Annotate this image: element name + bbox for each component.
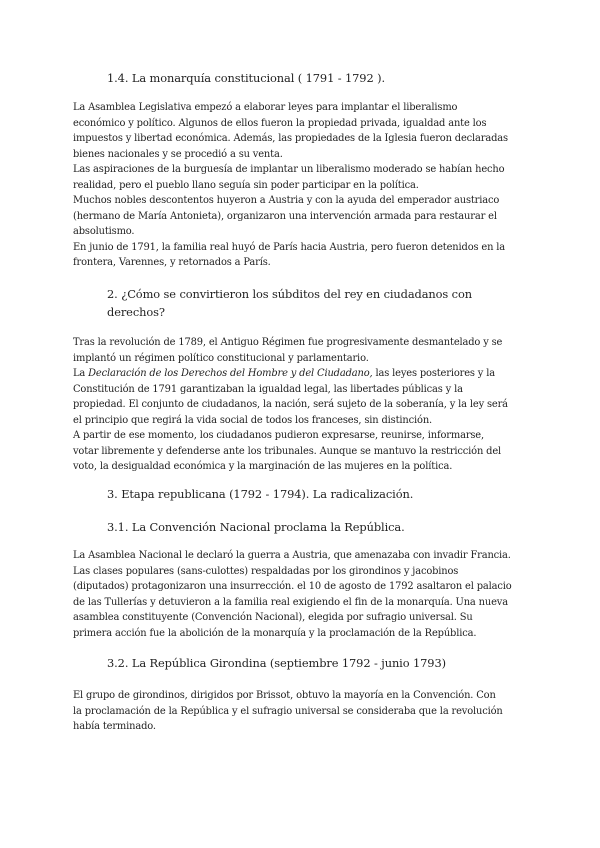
text-line: implantó un régimen político constitucional y parlamentario. [73,352,369,364]
text-line: primera acción fue la abolición de la monarquía y la proclamación de la República. [73,627,477,639]
paragraph-2 [73,335,535,475]
text-line: La Asamblea Legislativa empezó a elaborar leyes para implantar el liberalismo [73,102,458,113]
paragraph-1-4 [73,100,535,271]
section-heading-3: 3. Etapa republicana (1792 - 1794). La radicalización. [107,487,414,501]
heading-line: 2. ¿Cómo se convirtieron los súbditos del rey en ciudadanos con [107,287,472,301]
text-line: (hermano de María Antonieta), organizaron una intervención armada para restaurar el [73,210,497,222]
text-line: la proclamación de la República y el sufragio universal se consideraba que la revolución [73,705,503,717]
section-heading-1-4: 1.4. La monarquía constitucional ( 1791 - 1792 ). [107,71,385,85]
text-line: Las aspiraciones de la burguesía de implantar un liberalismo moderado se habían hecho [73,164,505,175]
paragraph-3-2 [73,688,535,735]
text-line: realidad, pero el pueblo llano seguía sin poder participar en la política. [73,179,419,191]
text-line: impuestos y libertad económica. Además, las propiedades de la Iglesia fueron declaradas [73,133,508,144]
text-line: propiedad. El conjunto de ciudadanos, la nación, será sujeto de la soberanía, y la ley será [73,399,508,410]
text-line: Las clases populares (sans-culottes) respaldadas por los girondinos y jacobinos [73,565,459,577]
heading-line: derechos? [107,305,165,319]
declaration-title: Declaración de los Derechos del Hombre y del Ciudadano, [88,368,373,379]
text-line: absolutismo. [73,226,135,237]
text-line: asamblea constituyente (Convención Nacional), elegida por sufragio universal. Su [73,612,473,623]
section-heading-3-1: 3.1. La Convención Nacional proclama la República. [107,520,405,534]
text-line: Constitución de 1791 garantizaban la igualdad legal, las libertades públicas y la [73,383,463,395]
text-fragment: las leyes posteriores y la [372,368,495,379]
text-line: En junio de 1791, la familia real huyó de París hacia Austria, pero fueron detenidos en la [73,241,506,253]
text-line: La Asamblea Nacional le declaró la guerra a Austria, que amenazaba con invadir Francia. [73,550,511,561]
text-line: votar libremente y defenderse ante los tribunales. Aunque se mantuvo la restricción del [73,445,502,457]
text-line: Muchos nobles descontentos huyeron a Austria y con la ayuda del emperador austriaco [73,195,500,206]
text-line: El grupo de girondinos, dirigidos por Brissot, obtuvo la mayoría en la Convención. Con [73,690,496,701]
section-heading-2 [107,285,527,321]
text-line: A partir de ese momento, los ciudadanos pudieron expresarse, reunirse, informarse, [73,430,484,441]
text-line: frontera, Varennes, y retornados a París. [73,257,271,268]
text-line: Tras la revolución de 1789, el Antiguo Régimen fue progresivamente desmantelado y se [73,337,503,348]
text-line-with-italic [73,366,535,382]
section-heading-3-2: 3.2. La República Girondina (septiembre 1792 - junio 1793) [107,656,446,670]
paragraph-3-1 [73,548,535,641]
text-fragment: La [73,368,89,379]
text-line: el principio que regirá la vida social de todos los franceses, sin distinción. [73,414,433,426]
text-line: económico y político. Algunos de ellos fueron la propiedad privada, igualdad ante los [73,117,487,129]
text-line: (diputados) protagonizaron una insurrección. el 10 de agosto de 1792 asaltaron el palacio [73,581,512,592]
text-line: bienes nacionales y se procedió a su venta. [73,148,283,160]
text-line: voto, la desigualdad económica y la marginación de las mujeres en la política. [73,461,453,472]
text-line: había terminado. [73,721,156,732]
text-line: de las Tullerías y detuvieron a la familia real exigiendo el fin de la monarquía. Una nueva [73,596,508,608]
